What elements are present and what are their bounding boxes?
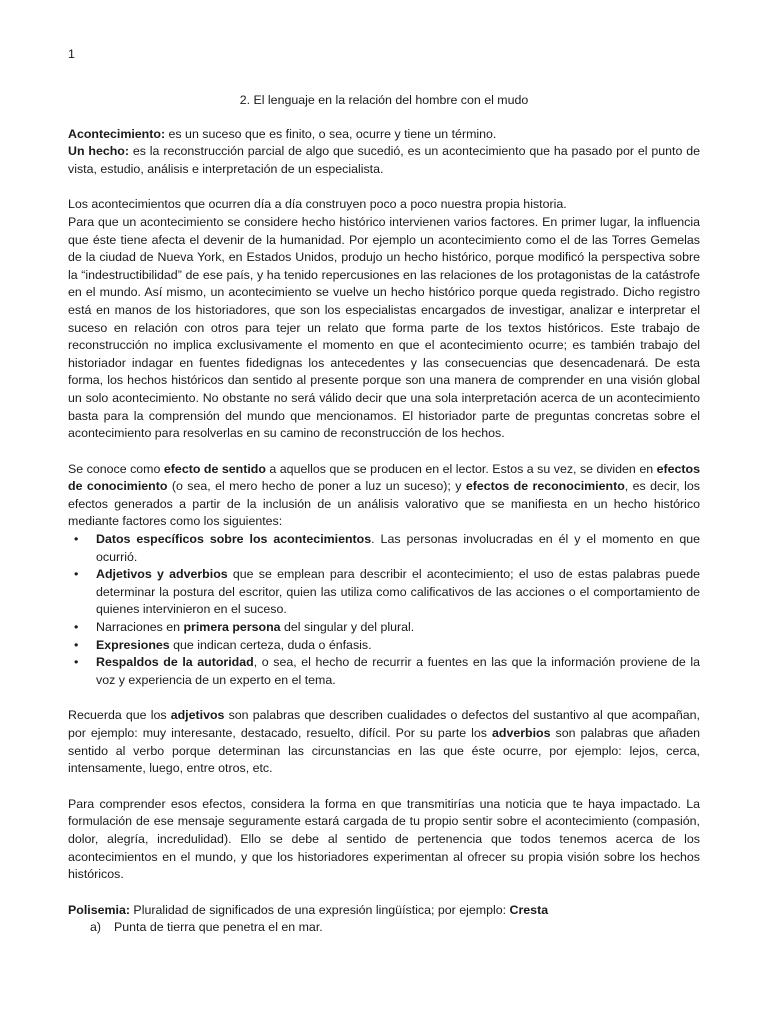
list-item	[68, 566, 700, 619]
definition-text: es un suceso que es finito, o sea, ocurre y tiene un término.	[165, 126, 497, 141]
list-item	[68, 637, 700, 655]
bold-term: efecto de sentido	[163, 461, 266, 476]
text-run: a aquellos que se producen en el lector. Estos a su vez, se dividen en	[265, 461, 657, 476]
paragraph-adjectives	[68, 707, 700, 777]
definition-term: Acontecimiento:	[68, 126, 166, 141]
bold-term: Respaldos de la autoridad	[96, 655, 254, 670]
text-run: Pluralidad de significados de una expresión lingüística; por ejemplo:	[129, 902, 510, 917]
list-item	[68, 619, 700, 637]
bold-term: Datos específicos sobre los acontecimientos	[96, 532, 372, 547]
list-marker: a)	[90, 920, 102, 935]
definition-acontecimiento	[68, 126, 700, 144]
text-run: Narraciones en	[96, 620, 184, 635]
text-run: Se conoce como	[68, 461, 164, 476]
bullet-icon: •	[74, 620, 79, 635]
bullet-icon: •	[74, 655, 79, 670]
bullet-icon: •	[74, 532, 79, 547]
bold-term: Polisemia:	[68, 902, 130, 917]
list-item-text: Punta de tierra que penetra el en mar.	[114, 920, 323, 935]
bold-term: primera persona	[183, 620, 281, 635]
text-run: , es decir, los efectos generados a partir de la inclusión de un análisis valorativo que se manifiesta en un hecho histórico mediante factores como los siguientes:	[68, 479, 700, 529]
factor-list	[68, 531, 700, 689]
paragraph-intro: Los acontecimientos que ocurren día a día construyen poco a poco nuestra propia historia.	[68, 197, 567, 212]
paragraph-comprehension: Para comprender esos efectos, considera la forma en que transmitirías una noticia que te haya impactado. La formulación de ese mensaje seguramente estará cargada de tu propio sentir sobre el acontecimiento (compasión, dolor, alegría, incredulidad). Ello se debe al sentido de pertenencia que todos tenemos acerca de los acontecimientos en el mundo, y que los historiadores experimentan al ofrecer su propia visión sobre los hechos históricos.	[68, 796, 700, 882]
text-run: que se emplean para describir el acontecimiento; el uso de estas palabras puede determinar la postura del escritor, quien las utiliza como calificativos de las acciones o el comportamiento de quienes intervinieron en el suceso.	[96, 567, 700, 617]
list-item	[68, 531, 700, 566]
definition-term: Un hecho:	[68, 144, 129, 159]
text-run: que indican certeza, duda o énfasis.	[169, 637, 372, 652]
list-item	[68, 654, 700, 689]
text-run: son palabras que añaden sentido al verbo porque determinan las circunstancias en las que éste ocurre, por ejemplo: lejos, cerca, intensamente, luego, entre otros, etc.	[68, 726, 700, 776]
alpha-list	[68, 919, 700, 937]
paragraph-effects	[68, 461, 700, 531]
bold-term: Cresta	[509, 902, 549, 917]
bold-term: adjetivos	[170, 708, 225, 723]
definition-text: es la reconstrucción parcial de algo que sucedió, es un acontecimiento que ha pasado por el punto de vista, estudio, análisis e interpretación de un especialista.	[68, 144, 700, 176]
text-run: Recuerda que los	[68, 708, 171, 723]
text-run: (o sea, el mero hecho de poner a luz un suceso); y	[167, 479, 466, 494]
bullet-icon: •	[74, 567, 79, 582]
text-run: , o sea, el hecho de recurrir a fuentes en las que la información proviene de la voz y experiencia de un experto en el tema.	[96, 655, 701, 687]
section-title: 2. El lenguaje en la relación del hombre con el mudo	[239, 93, 529, 107]
bold-term: efectos de reconocimiento	[465, 479, 625, 494]
bullet-icon: •	[74, 637, 79, 652]
bold-term: Adjetivos y adverbios	[96, 567, 228, 582]
paragraph-historic-fact: Para que un acontecimiento se considere hecho histórico intervienen varios factores. En primer lugar, la influencia que éste tiene afecta el devenir de la humanidad. Por ejemplo un acontecimiento como el de las Torres Gemelas de la ciudad de Nueva York, en Estados Unidos, produjo un hecho histórico, porque modificó la perspectiva sobre la “indestructibilidad” de ese país, y ha tenido repercusiones en las relaciones de los protagonistas de la catástrofe en el mundo. Así mismo, un acontecimiento se vuelve un hecho histórico porque queda registrado. Dicho registro está en manos de los historiadores, que son los especialistas encargados de investigar, analizar e interpretar el suceso en relación con otros para tejer un relato que forma parte de los textos históricos. Este trabajo de reconstrucción no implica exclusivamente el momento en que el acontecimiento ocurre; es también trabajo del historiador indagar en fuentes fidedignas los antecedentes y las consecuencias que desencadenará. De esta forma, los hechos históricos dan sentido al presente porque son una manera de comprender en una visión global un solo acontecimiento. No obstante no será válido decir que una sola interpretación acerca de un acontecimiento basta para la comprensión del mundo que mencionamos. El historiador parte de preguntas concretas sobre el acontecimiento para resolverlas en su camino de reconstrucción de los hechos.	[68, 214, 700, 441]
bold-term: Expresiones	[96, 637, 170, 652]
definition-hecho	[68, 143, 700, 178]
bold-term: efectos de conocimiento	[68, 461, 700, 494]
alpha-list-item	[90, 919, 700, 937]
text-run: del singular y del plural.	[280, 620, 415, 635]
polisemia-definition	[68, 902, 700, 920]
page-number: 1	[68, 47, 75, 61]
bold-term: adverbios	[491, 726, 551, 740]
document-page	[68, 46, 700, 937]
text-run: . Las personas involucradas en él y el momento en que ocurrió.	[96, 532, 700, 564]
text-run: son palabras que describen cualidades o defectos del sustantivo al que acompañan, por ejemplo: muy interesante, destacado, resuelto, difícil. Por su parte los	[68, 708, 700, 740]
